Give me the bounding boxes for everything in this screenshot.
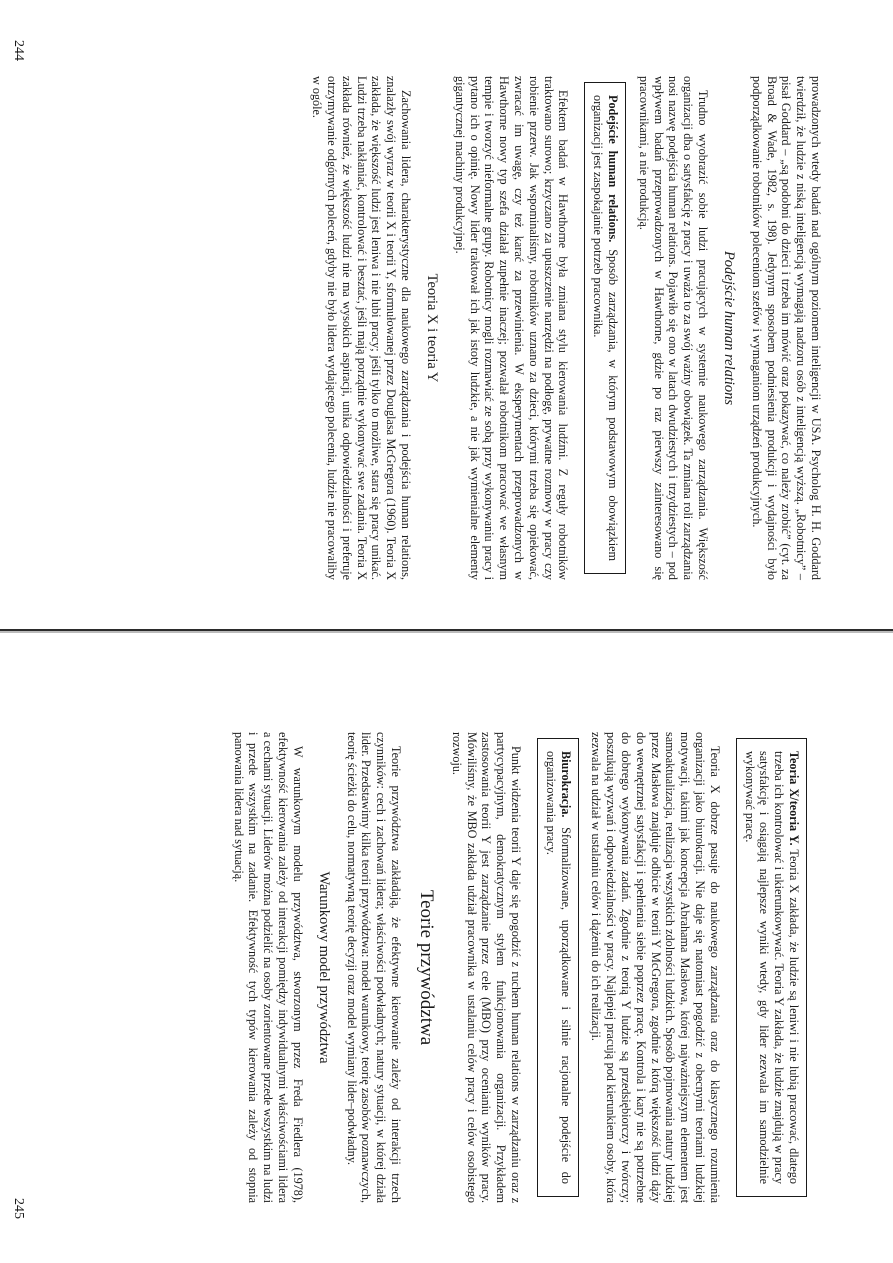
page-245 — [0, 632, 893, 1263]
theory-x-paragraph: Zachowania lidera, charakterystyczne dla naukowego zarządzania i podejścia human relations, znalazły swój wyraz w teorii X i teorii Y, sformułowanej przez Douglasa McGregora (1960). Teoria X zakłada, że większość ludzi jest leniwa i nie lubi pracy; jeśli tylko to możliwe, stara się pracy unikać. Ludzi trzeba nakłaniać, kontrolować i besztać, jeśli mają porządnie wykonywać swe zadania. Teoria X zakłada również, że większość ludzi nie ma wysokich aspiracji, unika odpowiedzialności i preferuje otrzymywanie odgórnych poleceń, gdyby nie było lidera wydającego polecenia, ludzie nie pracowaliby w ogóle. — [310, 76, 414, 580]
definition-text: Teoria X zakłada, że ludzie są leniwi i nie lubią pracować, dlatego trzeba ich kontrolować i ukierunkowywać. Teoria Y zakłada, że ludzie znajdują w pracy satysfakcję i osiągają najlepsze wyniki wtedy, gdy lider zezwala im samodzielnie wykonywać pracę. — [742, 751, 801, 1184]
definition-text: Sformalizowane, uporządkowane i silnie racjonalne podejście do organizowania pracy. — [543, 751, 573, 1184]
definition-box-bureaucracy — [537, 738, 579, 1197]
heading-leadership-theories: Teorie przywództwa — [416, 889, 438, 1046]
fiedler-paragraph: W warunkowym modelu przywództwa, stworzonym przez Freda Fiedlera (1978), efektywność kierowania zależy od interakcji pomiędzy indywidualnymi właściwościami lidera a cechami sytuacji. Liderów można podzielić na osoby zorientowane przede wszystkim na ludzi i przede wszystkim na zadanie. Efektywność tych typów kierowania zależy od stopnia panowania lidera nad sytuacją. — [231, 732, 305, 1203]
heading-contingency-model: Warunkowy model przywództwa — [315, 871, 332, 1064]
mbo-paragraph: Punkt widzenia teorii Y daje się pogodzić z ruchem human relations w zarządzaniu oraz z partycypacyjnym, demokratycznym stylem funkcjonowania organizacji. Przykładem zastosowania teorii Y jest zarządzanie przez cele (MBO) przy ocenianiu wyników pracy. Mówiliśmy, że MBO zakłada udział pracownika w ustalaniu celów pracy i celów osobistego rozwoju. — [449, 732, 524, 1203]
definition-term: Teoria X/teoria Y. — [787, 751, 801, 846]
hawthorne-paragraph: Efektem badań w Hawthorne była zmiana stylu kierowania ludźmi. Z reguły robotników traktowano surowo; krzyczano za upuszczenie narzędzi na podłogę, prywatne rozmowy w pracy czy robienie przerw. Jak wspominaliśmy, robotników uznano za dzieci, którymi trzeba się opiekować, zwracać im uwagę, czy też karać za przewinienia. W eksperymentach przeprowadzonych w Hawthorne nowy typ szefa działał zupełnie inaczej; pozwalał robotnikom pracować we własnym tempie i tworzyć nieformalne grupy. Robotnicy mogli rozmawiać ze sobą przy wykonywaniu pracy i pytano ich o opinię. Nowy lider traktował ich jak istoty ludzkie, a nie jak wymienialne elementy gigantycznej machiny produkcyjnej. — [452, 76, 571, 580]
definition-box-human-relations — [584, 82, 626, 574]
theory-y-paragraph: Teoria X dobrze pasuje do naukowego zarządzania oraz do klasycznego rozumienia organizacji jako biurokracji. Nie daje się natomiast pogodzić z obecnymi teoriami ludzkiej motywacji, takimi jak koncepcja Abrahama Masłowa, której najważniejszym elementem jest samoaktualizacja, realizacja wszystkich zdolności ludzkich. Sposób pojmowania natury ludzkiej przez Masłowa znajduje odbicie w teorii Y McGregora, zgodnie z którą większość ludzi dąży do wewnętrznej satysfakcji i spełnienia siebie poprzez pracę. Kontrola i kary nie są potrzebne do dobrego wykonywania zadań. Zgodnie z teorią Y ludzie są przedsiębiorczy i twórczy; poszukują wyzwań i odpowiedzialności w pracy. Najlepiej pracują pod kierunkiem osoby, która zezwala na udział w ustalaniu celów i dążeniu do ich realizacji. — [589, 732, 722, 1203]
definition-text: Sposób zarządzania, w którym podstawowym obowiązkiem organizacji jest zaspokajanie potrzeb pracownika. — [591, 95, 621, 561]
heading-theory-x-y: Teoria X i teoria Y — [424, 273, 441, 383]
intro-paragraph: prowadzonych wtedy badań nad ogólnym poziomem inteligencji w USA. Psycholog H. H. Goddard twierdził, że ludzie z niską inteligencją wymagają nadzoru osób z inteligencją wyższą. „Robotnicy” – pisał Goddard – „są podobni do dzieci i trzeba im mówić oraz pokazywać, co należy zrobić” (cyt. za Broad & Wade, 1982, s. 198). Jedynym sposobem podniesienia produkcji i wydajności było podporządkowanie robotników poleceniom szefów i wymaganiom urządzeń produkcyjnych. — [749, 76, 823, 580]
human-relations-paragraph: Trudno wyobrazić sobie ludzi pracujących w systemie naukowego zarządzania. Większość organizacji dba o satysfakcję z pracy i uważa to za swój ważny obowiązek. Ta zmiana roli zarządzania nosi nazwę podejścia human relations. Pojawiło się ono w latach dwudziestych i trzydziestych – pod wpływem badań przeprowadzonych w Hawthorne, gdzie po raz pierwszy zainteresowano się pracownikami, a nie produkcją. — [636, 76, 711, 580]
page-number-245: 245 — [11, 1198, 26, 1219]
leadership-paragraph: Teorie przywództwa zakładają, że efektywne kierowanie zależy od interakcji trzech czynników: cech i zachowań lidera; właściwości podwładnych; natury sytuacji, w której działa lider. Przedstawimy kilka teorii przywództwa: model warunkowy, teorię zasobów poznawczych, teorię ścieżki do celu, normatywną teorię decyzji oraz model wymiany lider–podwładny. — [344, 732, 404, 1203]
definition-term: Biurokracja. — [558, 751, 573, 818]
heading-human-relations: Podejście human relations — [721, 250, 738, 406]
definition-box-theory-x-y — [736, 738, 807, 1197]
page-gutter-shadow — [0, 631, 893, 633]
page-number-244: 244 — [11, 40, 26, 61]
definition-term: Podejście human relations. — [606, 95, 621, 243]
